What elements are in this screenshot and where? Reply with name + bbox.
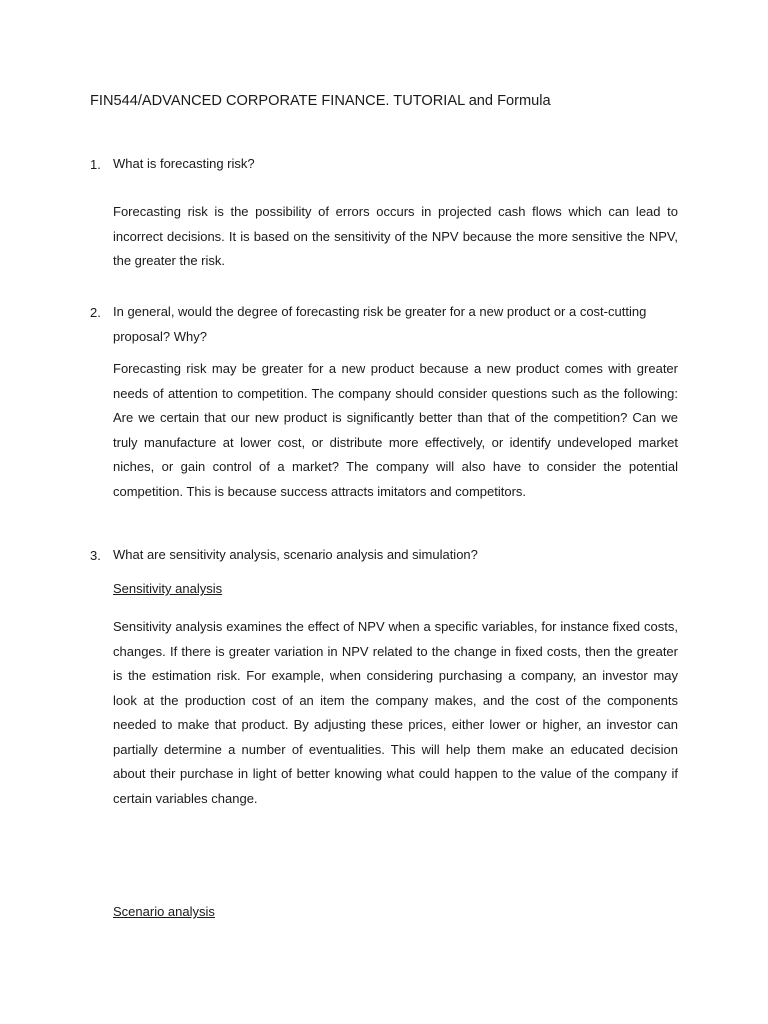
question-1-text: What is forecasting risk? bbox=[113, 156, 255, 171]
question-1-number: 1. bbox=[90, 157, 101, 172]
answer-2-text: Forecasting risk may be greater for a new product because a new product comes with greater needs of attention to competition. The company should consider questions such as the following: Are we certain that our new product is significantly better than that of the competition? Can we truly manufacture at lower cost, or distribute more effectively, or identify undeveloped market niches, or gain control of a market? The company will also have to consider the potential competition. This is because success attracts imitators and competitors. bbox=[113, 361, 678, 499]
sensitivity-analysis-heading: Sensitivity analysis bbox=[113, 581, 223, 596]
document-title: FIN544/ADVANCED CORPORATE FINANCE. TUTORIAL and Formula bbox=[90, 93, 551, 109]
question-2-number: 2. bbox=[90, 305, 101, 320]
answer-1-text: Forecasting risk is the possibility of errors occurs in projected cash flows which can lead to incorrect decisions. It is based on the sensitivity of the NPV because the more sensitive the NPV, the greater the risk. bbox=[113, 204, 678, 268]
question-3-number: 3. bbox=[90, 548, 101, 563]
sensitivity-analysis-text: Sensitivity analysis examines the effect of NPV when a specific variables, for instance fixed costs, changes. If there is greater variation in NPV related to the change in fixed costs, then the greater is the estimation risk. For example, when considering purchasing a company, an investor may look at the production cost of an item the company makes, and the cost of the components needed to make that product. By adjusting these prices, either lower or higher, an investor can partially determine a number of eventualities. This will help them make an educated decision about their purchase in light of better knowing what could happen to the value of the company if certain variables change. bbox=[113, 619, 678, 806]
scenario-analysis-heading: Scenario analysis bbox=[113, 904, 215, 919]
question-2-text: In general, would the degree of forecasting risk be greater for a new product or a cost-cutting proposal? Why? bbox=[113, 304, 647, 344]
question-3-text: What are sensitivity analysis, scenario analysis and simulation? bbox=[113, 547, 478, 562]
